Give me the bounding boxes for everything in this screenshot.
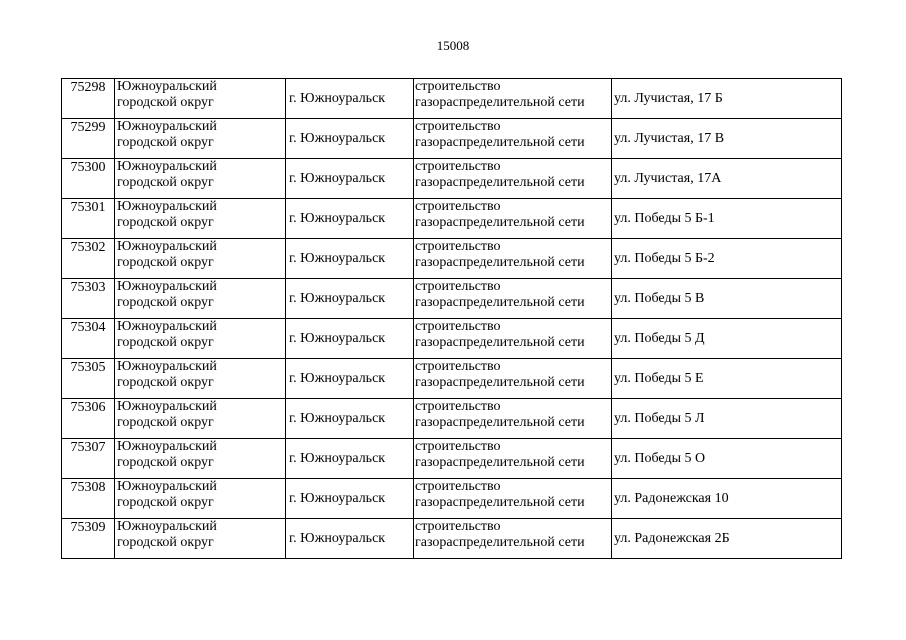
address-cell bbox=[612, 479, 842, 519]
work-type-line-2: газораспределительной сети bbox=[415, 375, 585, 390]
address-text: ул. Лучистая, 17 Б bbox=[614, 90, 723, 106]
city-cell bbox=[286, 119, 414, 159]
row-number-cell bbox=[62, 279, 115, 319]
work-type-cell bbox=[414, 359, 612, 399]
district-line-2: городской округ bbox=[117, 215, 214, 230]
row-number-cell bbox=[62, 159, 115, 199]
district-line-1: Южноуральский bbox=[117, 239, 217, 254]
district-line-2: городской округ bbox=[117, 335, 214, 350]
work-type-line-1: строительство bbox=[415, 159, 501, 174]
city-cell bbox=[286, 159, 414, 199]
table-row bbox=[62, 319, 842, 359]
district-line-1: Южноуральский bbox=[117, 399, 217, 414]
city-cell bbox=[286, 519, 414, 559]
row-number-cell bbox=[62, 199, 115, 239]
district-line-1: Южноуральский bbox=[117, 199, 217, 214]
row-number: 75304 bbox=[70, 320, 106, 335]
work-type-line-2: газораспределительной сети bbox=[415, 255, 585, 270]
city-cell bbox=[286, 479, 414, 519]
row-number-cell bbox=[62, 319, 115, 359]
district-line-1: Южноуральский bbox=[117, 519, 217, 534]
table-row bbox=[62, 359, 842, 399]
district-line-1: Южноуральский bbox=[117, 159, 217, 174]
row-number: 75303 bbox=[70, 280, 106, 295]
row-number-cell bbox=[62, 119, 115, 159]
city-name: г. Южноуральск bbox=[289, 370, 386, 386]
row-number-cell bbox=[62, 439, 115, 479]
address-text: ул. Победы 5 Б-1 bbox=[614, 210, 715, 226]
work-type-line-2: газораспределительной сети bbox=[415, 335, 585, 350]
district-cell bbox=[115, 199, 286, 239]
address-cell bbox=[612, 359, 842, 399]
work-type-cell bbox=[414, 279, 612, 319]
city-name: г. Южноуральск bbox=[289, 330, 386, 346]
address-text: ул. Победы 5 Е bbox=[614, 370, 704, 386]
row-number-cell bbox=[62, 479, 115, 519]
address-cell bbox=[612, 239, 842, 279]
table-row bbox=[62, 199, 842, 239]
district-cell bbox=[115, 279, 286, 319]
work-type-line-1: строительство bbox=[415, 279, 501, 294]
city-cell bbox=[286, 319, 414, 359]
city-cell bbox=[286, 279, 414, 319]
row-number: 75299 bbox=[70, 120, 106, 135]
address-text: ул. Лучистая, 17 В bbox=[614, 130, 725, 146]
row-number: 75300 bbox=[70, 160, 106, 175]
work-type-line-1: строительство bbox=[415, 439, 501, 454]
table-row bbox=[62, 479, 842, 519]
work-type-line-2: газораспределительной сети bbox=[415, 215, 585, 230]
district-cell bbox=[115, 359, 286, 399]
row-number: 75305 bbox=[70, 360, 106, 375]
row-number-cell bbox=[62, 399, 115, 439]
work-type-cell bbox=[414, 479, 612, 519]
row-number: 75307 bbox=[70, 440, 106, 455]
table-row bbox=[62, 239, 842, 279]
district-line-1: Южноуральский bbox=[117, 119, 217, 134]
work-type-line-2: газораспределительной сети bbox=[415, 135, 585, 150]
registry-table-body bbox=[62, 79, 842, 559]
city-cell bbox=[286, 359, 414, 399]
work-type-cell bbox=[414, 119, 612, 159]
city-cell bbox=[286, 199, 414, 239]
address-cell bbox=[612, 439, 842, 479]
row-number-cell bbox=[62, 239, 115, 279]
work-type-cell bbox=[414, 519, 612, 559]
city-name: г. Южноуральск bbox=[289, 450, 386, 466]
work-type-cell bbox=[414, 439, 612, 479]
district-line-2: городской округ bbox=[117, 175, 214, 190]
address-cell bbox=[612, 199, 842, 239]
district-line-1: Южноуральский bbox=[117, 479, 217, 494]
address-text: ул. Победы 5 Б-2 bbox=[614, 250, 715, 266]
district-line-1: Южноуральский bbox=[117, 319, 217, 334]
district-line-2: городской округ bbox=[117, 375, 214, 390]
row-number: 75302 bbox=[70, 240, 106, 255]
district-cell bbox=[115, 239, 286, 279]
district-cell bbox=[115, 399, 286, 439]
row-number: 75301 bbox=[70, 200, 106, 215]
row-number: 75298 bbox=[70, 80, 106, 95]
district-line-2: городской округ bbox=[117, 495, 214, 510]
district-line-2: городской округ bbox=[117, 455, 214, 470]
work-type-line-1: строительство bbox=[415, 79, 501, 94]
table-row bbox=[62, 119, 842, 159]
city-cell bbox=[286, 399, 414, 439]
city-name: г. Южноуральск bbox=[289, 490, 386, 506]
address-text: ул. Победы 5 Д bbox=[614, 330, 705, 346]
work-type-cell bbox=[414, 199, 612, 239]
row-number-cell bbox=[62, 359, 115, 399]
work-type-line-1: строительство bbox=[415, 319, 501, 334]
district-line-1: Южноуральский bbox=[117, 439, 217, 454]
address-text: ул. Лучистая, 17А bbox=[614, 170, 722, 186]
district-line-2: городской округ bbox=[117, 535, 214, 550]
city-name: г. Южноуральск bbox=[289, 530, 386, 546]
city-cell bbox=[286, 239, 414, 279]
row-number: 75306 bbox=[70, 400, 106, 415]
city-name: г. Южноуральск bbox=[289, 250, 386, 266]
district-line-2: городской округ bbox=[117, 295, 214, 310]
row-number: 75309 bbox=[70, 520, 106, 535]
work-type-line-1: строительство bbox=[415, 399, 501, 414]
address-text: ул. Победы 5 В bbox=[614, 290, 705, 306]
work-type-line-2: газораспределительной сети bbox=[415, 535, 585, 550]
row-number: 75308 bbox=[70, 480, 106, 495]
district-line-2: городской округ bbox=[117, 95, 214, 110]
address-text: ул. Победы 5 Л bbox=[614, 410, 705, 426]
row-number-cell bbox=[62, 519, 115, 559]
work-type-line-1: строительство bbox=[415, 239, 501, 254]
address-cell bbox=[612, 119, 842, 159]
address-cell bbox=[612, 399, 842, 439]
work-type-line-1: строительство bbox=[415, 199, 501, 214]
work-type-line-2: газораспределительной сети bbox=[415, 495, 585, 510]
work-type-cell bbox=[414, 239, 612, 279]
district-cell bbox=[115, 319, 286, 359]
registry-table bbox=[61, 78, 842, 559]
address-cell bbox=[612, 319, 842, 359]
city-name: г. Южноуральск bbox=[289, 210, 386, 226]
work-type-cell bbox=[414, 159, 612, 199]
work-type-line-1: строительство bbox=[415, 479, 501, 494]
district-line-1: Южноуральский bbox=[117, 79, 217, 94]
table-row bbox=[62, 519, 842, 559]
work-type-line-1: строительство bbox=[415, 519, 501, 534]
city-name: г. Южноуральск bbox=[289, 170, 386, 186]
table-row bbox=[62, 279, 842, 319]
work-type-cell bbox=[414, 79, 612, 119]
address-text: ул. Радонежская 10 bbox=[614, 490, 729, 506]
page-number: 15008 bbox=[436, 38, 470, 53]
work-type-cell bbox=[414, 399, 612, 439]
district-line-1: Южноуральский bbox=[117, 279, 217, 294]
district-line-2: городской округ bbox=[117, 415, 214, 430]
city-name: г. Южноуральск bbox=[289, 410, 386, 426]
address-cell bbox=[612, 159, 842, 199]
district-cell bbox=[115, 159, 286, 199]
work-type-line-2: газораспределительной сети bbox=[415, 175, 585, 190]
city-name: г. Южноуральск bbox=[289, 130, 386, 146]
address-text: ул. Победы 5 О bbox=[614, 450, 706, 466]
address-cell bbox=[612, 519, 842, 559]
address-cell bbox=[612, 279, 842, 319]
work-type-line-2: газораспределительной сети bbox=[415, 95, 585, 110]
city-name: г. Южноуральск bbox=[289, 90, 386, 106]
work-type-line-1: строительство bbox=[415, 359, 501, 374]
row-number-cell bbox=[62, 79, 115, 119]
table-row bbox=[62, 399, 842, 439]
city-cell bbox=[286, 79, 414, 119]
table-row bbox=[62, 79, 842, 119]
city-name: г. Южноуральск bbox=[289, 290, 386, 306]
work-type-line-2: газораспределительной сети bbox=[415, 295, 585, 310]
work-type-line-2: газораспределительной сети bbox=[415, 455, 585, 470]
work-type-line-2: газораспределительной сети bbox=[415, 415, 585, 430]
address-cell bbox=[612, 79, 842, 119]
work-type-line-1: строительство bbox=[415, 119, 501, 134]
district-line-2: городской округ bbox=[117, 255, 214, 270]
table-row bbox=[62, 159, 842, 199]
work-type-cell bbox=[414, 319, 612, 359]
city-cell bbox=[286, 439, 414, 479]
district-cell bbox=[115, 479, 286, 519]
district-cell bbox=[115, 439, 286, 479]
district-line-1: Южноуральский bbox=[117, 359, 217, 374]
table-row bbox=[62, 439, 842, 479]
district-cell bbox=[115, 119, 286, 159]
address-text: ул. Радонежская 2Б bbox=[614, 530, 730, 546]
district-cell bbox=[115, 79, 286, 119]
district-cell bbox=[115, 519, 286, 559]
district-line-2: городской округ bbox=[117, 135, 214, 150]
